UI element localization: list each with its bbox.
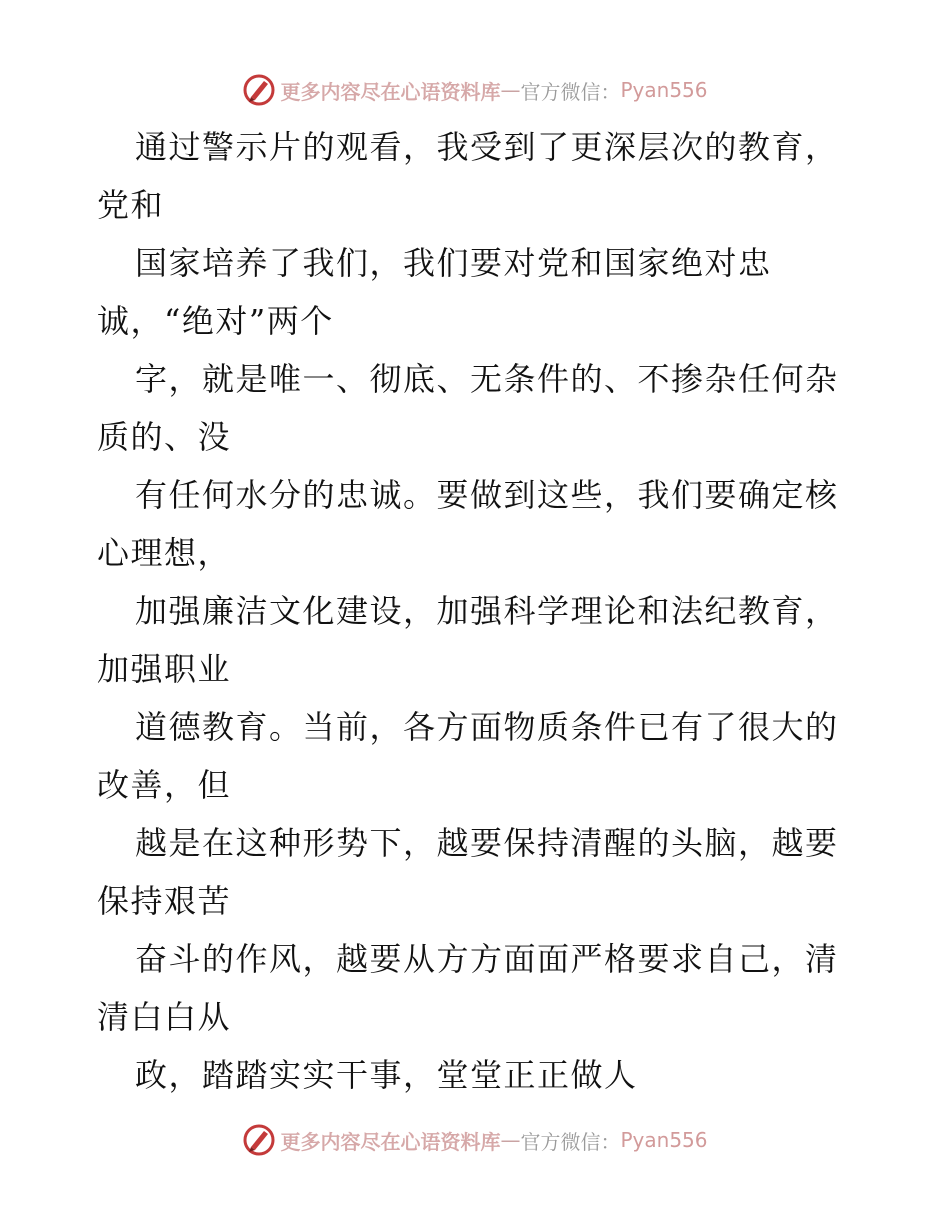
text-line: 有任何水分的忠诚。要做到这些，我们要确定核 bbox=[135, 476, 839, 514]
text-line: 质的、没 bbox=[97, 418, 232, 456]
text-line: 加强廉洁文化建设，加强科学理论和法纪教育， bbox=[135, 592, 839, 630]
text-line: 心理想， bbox=[97, 534, 232, 572]
text-line: 通过警示片的观看，我受到了更深层次的教育， bbox=[135, 128, 839, 166]
text-line: 道德教育。当前，各方面物质条件已有了很大的 bbox=[135, 708, 839, 746]
watermark-wechat-id: Pyan556 bbox=[620, 78, 708, 102]
text-line: 加强职业 bbox=[97, 650, 232, 688]
watermark-dash: — bbox=[500, 78, 521, 102]
watermark-sub-text: 官方微信： bbox=[520, 79, 621, 104]
text-line: 保持艰苦 bbox=[97, 882, 232, 920]
text-line: 党和 bbox=[97, 186, 165, 224]
text-line: 越是在这种形势下，越要保持清醒的头脑，越要 bbox=[135, 824, 839, 862]
watermark-dash: — bbox=[500, 1128, 521, 1152]
text-line: 字，就是唯一、彻底、无条件的、不掺杂任何杂 bbox=[135, 360, 839, 398]
watermark-main-text: 更多内容尽在心语资料库 bbox=[280, 1129, 501, 1154]
text-line: 国家培养了我们，我们要对党和国家绝对忠 bbox=[135, 244, 772, 282]
header-watermark bbox=[0, 70, 950, 110]
footer-watermark bbox=[0, 1120, 950, 1160]
text-line: 诚，“绝对”两个 bbox=[97, 302, 334, 340]
pen-logo-icon bbox=[242, 1123, 276, 1157]
document-body bbox=[97, 118, 897, 1104]
text-line: 改善，但 bbox=[97, 766, 232, 804]
pen-logo-icon bbox=[242, 73, 276, 107]
text-line: 政，踏踏实实干事，堂堂正正做人 bbox=[135, 1056, 638, 1094]
watermark-main-text: 更多内容尽在心语资料库 bbox=[280, 79, 501, 104]
watermark-sub-text: 官方微信： bbox=[520, 1129, 621, 1154]
watermark-wechat-id: Pyan556 bbox=[620, 1128, 708, 1152]
text-line: 奋斗的作风，越要从方方面面严格要求自己，清 bbox=[135, 940, 839, 978]
text-line: 清白白从 bbox=[97, 998, 232, 1036]
